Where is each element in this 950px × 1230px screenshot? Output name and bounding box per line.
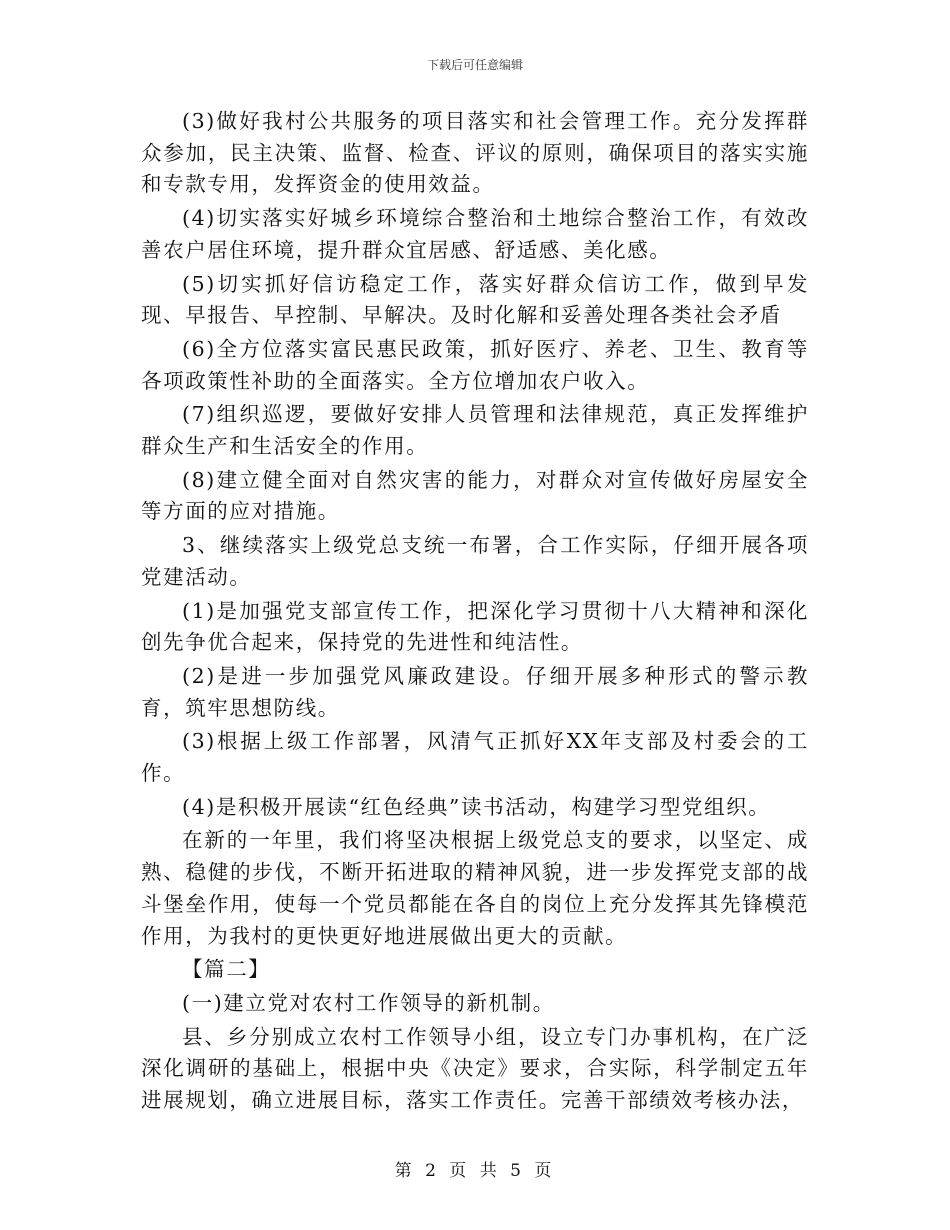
paragraph: (1)是加强党支部宣传工作，把深化学习贯彻十八大精神和深化创先争优合起来，保持党的先进性和纯洁性。 — [141, 598, 809, 655]
paragraph: 3、继续落实上级党总支统一布署，合工作实际，仔细开展各项党建活动。 — [141, 533, 809, 589]
page-number: 第 2 页 共 5 页 — [394, 1161, 556, 1181]
paragraph: (5)切实抓好信访稳定工作，落实好群众信访工作，做到早发现、早报告、早控制、早解决。及时化解和妥善处理各类社会矛盾 — [141, 271, 809, 328]
paragraph: (8)建立健全面对自然灾害的能力，对群众对宣传做好房屋安全等方面的应对措施。 — [141, 467, 809, 524]
paragraph: (3)做好我村公共服务的项目落实和社会管理工作。充分发挥群众参加，民主决策、监督、检查、评议的原则，确保项目的落实实施和专款专用，发挥资金的使用效益。 — [141, 109, 809, 197]
paragraph: (4)切实落实好城乡环境综合整治和土地综合整治工作，有效改善农户居住环境，提升群众宜居感、舒适感、美化感。 — [141, 206, 809, 262]
paragraph: (4)是积极开展读“红色经典”读书活动，构建学习型党组织。 — [182, 794, 771, 819]
section-heading: 【篇二】 — [182, 957, 271, 982]
paragraph: (6)全方位落实富民惠民政策，抓好医疗、养老、卫生、教育等各项政策性补助的全面落实。全方位增加农户收入。 — [141, 336, 809, 393]
paragraph: 县、乡分别成立农村工作领导小组，设立专门办事机构，在广泛深化调研的基础上，根据中央《决定》要求，合实际，科学制定五年进展规划，确立进展目标，落实工作责任。完善干部绩效考核办法， — [141, 1024, 809, 1113]
paragraph: (3)根据上级工作部署，风清气正抓好XX年支部及村委会的工作。 — [141, 729, 809, 786]
paragraph: (7)组织巡逻，要做好安排人员管理和法律规范，真正发挥维护群众生产和生活安全的作用。 — [141, 402, 809, 459]
header-note: 下载后可任意编辑 — [426, 58, 523, 72]
paragraph: 在新的一年里，我们将坚决根据上级党总支的要求，以坚定、成熟、稳健的步伐，不断开拓进取的精神风貌，进一步发挥党支部的战斗堡垒作用，使每一个党员都能在各自的岗位上充分发挥其先锋模范作用，为我村的更快更好地进展做出更大的贡献。 — [141, 828, 809, 948]
paragraph: (一)建立党对农村工作领导的新机制。 — [182, 990, 555, 1015]
paragraph: (2)是进一步加强党风廉政建设。仔细开展多种形式的警示教育，筑牢思想防线。 — [141, 663, 809, 720]
document-body — [141, 106, 809, 1119]
